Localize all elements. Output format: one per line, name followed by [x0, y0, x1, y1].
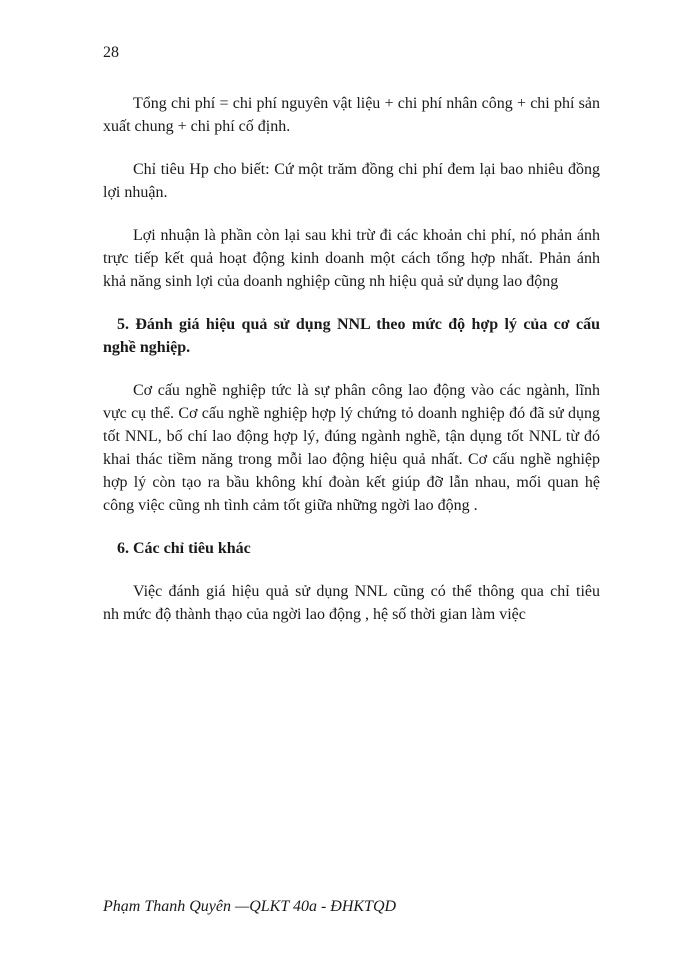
page-number: 28 [103, 44, 119, 61]
text-line: tốt NNL, bố chí lao động hợp lý, đúng ngành nghề, tận dụng tốt NNL từ đó [103, 428, 600, 445]
heading-line: 6. Các chỉ tiêu khác [117, 540, 251, 557]
paragraph-profit [103, 224, 600, 293]
text-line: công việc cũng nh tình cảm tốt giữa những ngời lao động . [103, 497, 478, 514]
text-line: khả năng sinh lợi của doanh nghiệp cũng nh hiệu quả sử dụng lao động [103, 273, 559, 290]
text-line: Tổng chi phí = chi phí nguyên vật liệu + chi phí nhân công + chi phí sản [133, 95, 600, 112]
text-line: khai thác tiềm năng trong mỗi lao động hiệu quả nhất. Cơ cấu nghề nghiệp [103, 451, 600, 468]
paragraph-total-cost [103, 92, 600, 138]
text-line: trực tiếp kết quả hoạt động kinh doanh một cách tổng hợp nhất. Phản ánh [103, 250, 600, 267]
text-line: Cơ cấu nghề nghiệp tức là sự phân công lao động vào các ngành, lĩnh [133, 382, 600, 399]
section-6-heading [103, 537, 600, 560]
heading-line: 5. Đánh giá hiệu quả sử dụng NNL theo mức độ hợp lý của cơ cấu [117, 316, 600, 333]
text-line: lợi nhuận. [103, 184, 168, 201]
text-line: Lợi nhuận là phần còn lại sau khi trừ đi các khoản chi phí, nó phản ánh [133, 227, 600, 244]
text-line: xuất chung + chi phí cố định. [103, 118, 291, 135]
heading-line: nghề nghiệp. [103, 339, 191, 356]
section-5-heading [103, 313, 600, 359]
paragraph-hp-indicator [103, 158, 600, 204]
paragraph-career-structure [103, 379, 600, 517]
text-line: vực cụ thể. Cơ cấu nghề nghiệp hợp lý chứng tỏ doanh nghiệp đó đã sử dụng [103, 405, 600, 422]
text-line: hợp lý còn tạo ra bầu không khí đoàn kết giúp đỡ lẫn nhau, mối quan hệ [103, 474, 600, 491]
text-line: nh mức độ thành thạo của ngời lao động , hệ số thời gian làm việc [103, 606, 526, 623]
page-footer: Phạm Thanh Quyên —QLKT 40a - ĐHKTQD [103, 898, 397, 915]
text-line: Việc đánh giá hiệu quả sử dụng NNL cũng có thể thông qua chỉ tiêu [133, 583, 600, 600]
paragraph-other-indicators [103, 580, 600, 626]
text-line: Chỉ tiêu Hp cho biết: Cứ một trăm đồng chi phí đem lại bao nhiêu đồng [133, 161, 600, 178]
document-body [103, 92, 600, 646]
